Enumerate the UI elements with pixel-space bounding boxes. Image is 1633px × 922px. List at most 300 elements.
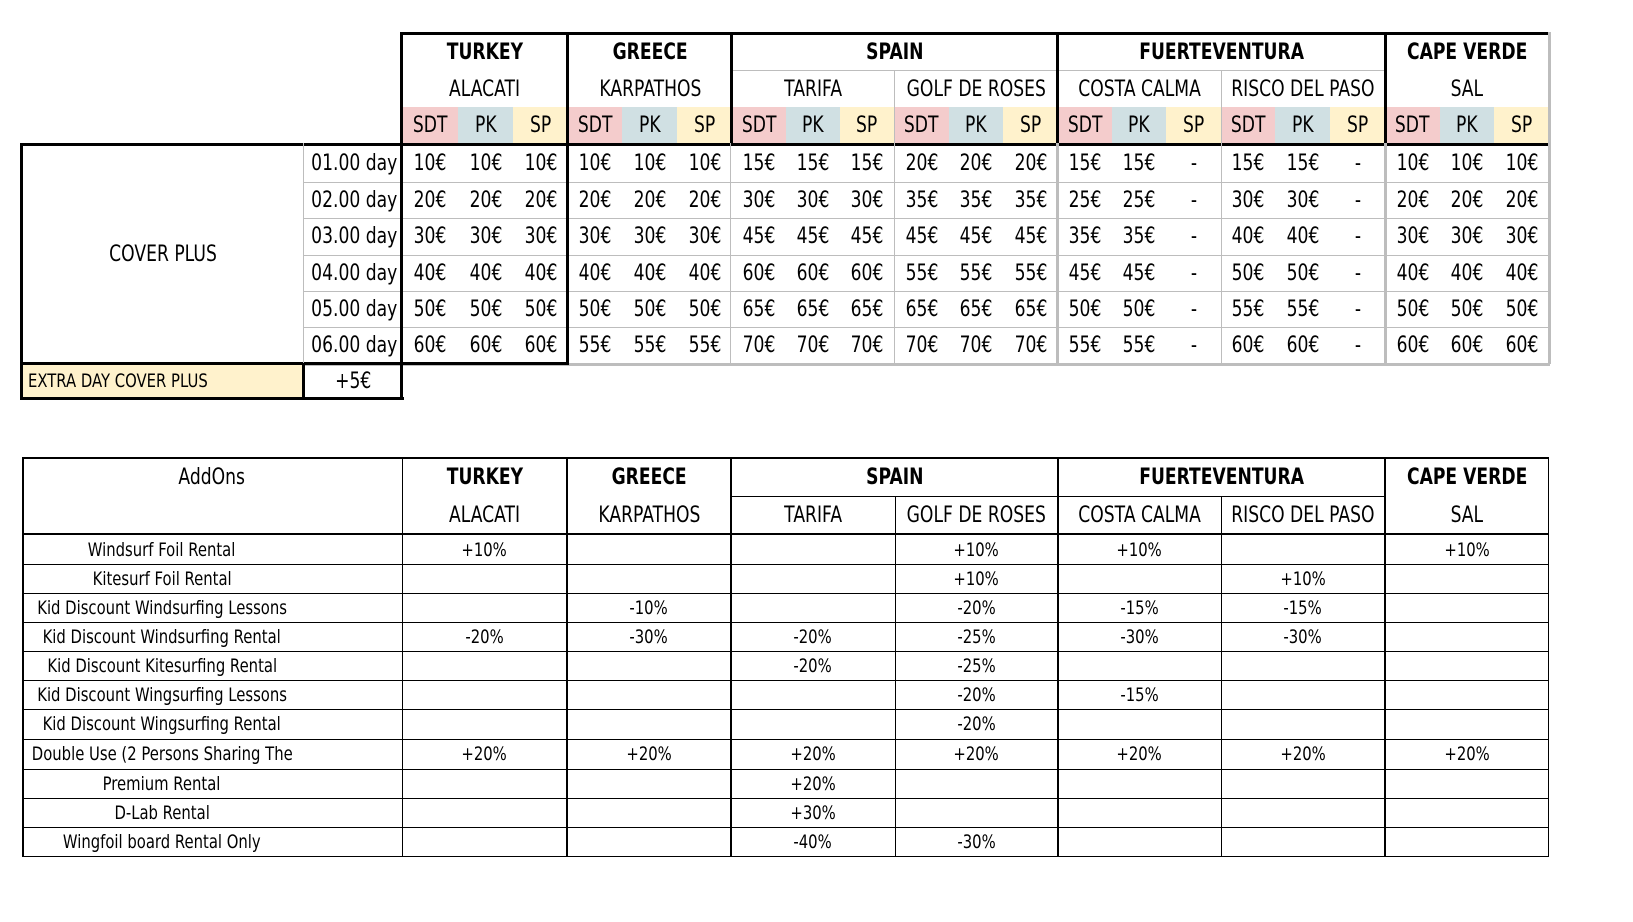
- grid-line: [22, 680, 1549, 681]
- price-cell: [568, 291, 622, 327]
- price-cell: [949, 327, 1003, 363]
- price-cell-text: 35€: [1068, 224, 1102, 249]
- price-cell: [1494, 218, 1549, 255]
- price-cell-text: 10€: [1505, 151, 1538, 176]
- price-cell: [1330, 145, 1385, 182]
- addon-value: [895, 680, 1058, 709]
- addon-value-text: -25%: [957, 625, 996, 648]
- price-cell: [786, 327, 840, 363]
- price-cell: [1385, 327, 1440, 363]
- grid-line: [1548, 457, 1549, 857]
- price-cell: [1275, 182, 1330, 218]
- price-cell: [1221, 218, 1275, 255]
- spot-header-text: RISCO DEL PASO: [1231, 76, 1375, 102]
- package-sp: [513, 107, 568, 144]
- price-cell-text: 40€: [578, 260, 612, 286]
- price-cell-text: 40€: [1505, 260, 1538, 286]
- price-cell: [458, 182, 513, 218]
- addon-value: [1385, 680, 1549, 709]
- country-header: [568, 34, 732, 71]
- price-cell: [732, 218, 786, 255]
- package-sdt: [402, 107, 458, 144]
- addon-value: [1385, 535, 1549, 564]
- price-cell: [402, 182, 458, 218]
- price-cell-text: 60€: [1505, 332, 1538, 358]
- price-cell-text: 55€: [1122, 332, 1156, 358]
- price-cell-text: 50€: [469, 296, 502, 322]
- price-cell: [1112, 145, 1166, 182]
- price-cell-text: 45€: [796, 224, 830, 249]
- price-cell-text: 20€: [578, 187, 612, 213]
- grid-line: [22, 739, 1549, 740]
- price-cell: [622, 182, 677, 218]
- grid-line: [304, 218, 1549, 219]
- price-cell-text: 35€: [1014, 187, 1047, 213]
- spot-header: [732, 71, 894, 107]
- package-sp-text: SP: [1019, 113, 1042, 138]
- package-sdt: [894, 107, 949, 144]
- addon-value: [731, 680, 895, 709]
- addon-value: [1385, 593, 1549, 622]
- day-label-text: 04.00 day: [310, 260, 398, 286]
- price-cell: [622, 255, 677, 291]
- package-sdt: [1058, 107, 1112, 144]
- package-sp-text: SP: [529, 113, 552, 138]
- grid-line: [1056, 32, 1059, 145]
- addon-value: [1221, 798, 1385, 827]
- grid-line: [895, 496, 896, 857]
- price-cell-text: 15€: [850, 151, 884, 176]
- addon-value-text: -20%: [793, 625, 833, 648]
- grid-line: [22, 798, 1549, 799]
- price-cell-text: 70€: [850, 332, 884, 358]
- addons-spot-header: [567, 497, 731, 533]
- day-label-text: 02.00 day: [310, 187, 398, 213]
- price-cell: [568, 255, 622, 291]
- price-cell-text: 50€: [1231, 260, 1265, 286]
- price-cell-text: 15€: [1286, 151, 1319, 176]
- addon-value-text: -30%: [1120, 625, 1159, 648]
- addon-value: [895, 739, 1058, 769]
- addon-value: [1221, 564, 1385, 593]
- addon-value: [402, 769, 567, 798]
- package-sdt: [732, 107, 786, 144]
- grid-line: [22, 769, 1549, 770]
- grid-line: [304, 182, 1549, 183]
- price-cell-text: 15€: [1068, 151, 1102, 176]
- addon-value: [895, 651, 1058, 680]
- country-header-text: TURKEY: [446, 40, 524, 65]
- price-cell: [1112, 182, 1166, 218]
- addon-value-text: -15%: [1120, 596, 1159, 619]
- price-cell: [513, 255, 568, 291]
- price-cell: [1385, 291, 1440, 327]
- day-label: [306, 145, 402, 182]
- price-cell-text: 30€: [578, 224, 612, 249]
- price-cell-text: 70€: [1014, 332, 1047, 358]
- price-cell: [1166, 182, 1221, 218]
- price-cell-text: 50€: [578, 296, 612, 322]
- price-cell-text: 20€: [688, 187, 721, 213]
- grid-line: [400, 362, 569, 365]
- price-cell: [1058, 218, 1112, 255]
- price-cell-text: 45€: [1014, 224, 1047, 249]
- grid-line: [566, 32, 569, 364]
- price-cell: [1275, 255, 1330, 291]
- addon-value-text: +20%: [626, 743, 672, 765]
- price-cell: [1003, 218, 1058, 255]
- day-label: [306, 255, 402, 291]
- price-cell: [1003, 182, 1058, 218]
- price-cell-text: 30€: [688, 224, 721, 249]
- price-cell-text: 30€: [1396, 224, 1429, 249]
- price-cell-text: 55€: [578, 332, 612, 358]
- price-cell: [1221, 255, 1275, 291]
- package-pk-text: PK: [1456, 113, 1478, 138]
- addon-value-text: -30%: [957, 830, 996, 853]
- price-cell-text: 30€: [1231, 187, 1265, 213]
- addon-value: [895, 798, 1058, 827]
- grid-line: [304, 255, 1549, 256]
- addon-value: [895, 622, 1058, 651]
- price-cell: [894, 145, 949, 182]
- grid-line: [732, 70, 1386, 71]
- grid-line: [1057, 457, 1059, 857]
- price-cell: [949, 182, 1003, 218]
- price-cell: [402, 291, 458, 327]
- price-cell-text: 20€: [1396, 187, 1429, 213]
- package-pk: [949, 107, 1003, 144]
- price-cell: [513, 291, 568, 327]
- addons-country-header: [567, 459, 731, 496]
- price-cell-text: 60€: [1396, 332, 1429, 358]
- price-cell-text: -: [1190, 260, 1197, 286]
- price-cell-text: 35€: [959, 187, 993, 213]
- price-cell: [1112, 291, 1166, 327]
- addon-label-text: Double Use (2 Persons Sharing The: [31, 743, 293, 765]
- addon-value: [1058, 709, 1221, 739]
- addon-value-text: +10%: [953, 567, 1000, 590]
- price-cell-text: 20€: [413, 187, 447, 213]
- price-cell-text: 25€: [1122, 187, 1156, 213]
- price-cell-text: 15€: [742, 151, 776, 176]
- addon-value: [402, 827, 567, 856]
- addon-value: [1385, 709, 1549, 739]
- price-cell: [622, 218, 677, 255]
- price-cell-text: 60€: [850, 260, 884, 286]
- price-cell: [1275, 291, 1330, 327]
- price-cell-text: -: [1354, 296, 1361, 322]
- price-cell: [840, 145, 894, 182]
- day-label-text: 06.00 day: [310, 332, 398, 358]
- addon-value: [1385, 651, 1549, 680]
- price-cell-text: 45€: [905, 224, 938, 249]
- price-cell-text: 65€: [1014, 296, 1047, 322]
- price-cell-text: 10€: [524, 151, 557, 176]
- addon-value: [1058, 651, 1221, 680]
- grid-line: [1384, 32, 1387, 145]
- addon-value: [731, 535, 895, 564]
- country-header-text: SPAIN: [866, 40, 924, 65]
- package-sp-text: SP: [856, 113, 878, 138]
- grid-line: [22, 709, 1549, 710]
- price-cell: [1440, 182, 1494, 218]
- price-cell-text: 40€: [1450, 260, 1484, 286]
- package-sdt-text: SDT: [1230, 113, 1266, 138]
- addon-value: [731, 769, 895, 798]
- country-header: [732, 34, 1058, 71]
- addon-value: [402, 798, 567, 827]
- price-cell-text: 40€: [1396, 260, 1429, 286]
- addon-value-text: -20%: [465, 625, 504, 648]
- price-cell: [458, 255, 513, 291]
- price-cell-text: 20€: [524, 187, 557, 213]
- price-cell-text: 40€: [1286, 224, 1319, 249]
- spot-header-text: TARIFA: [784, 76, 842, 102]
- price-cell: [1003, 145, 1058, 182]
- package-pk: [1275, 107, 1330, 144]
- grid-line: [730, 457, 732, 857]
- day-label: [306, 218, 402, 255]
- spot-header: [1058, 71, 1221, 107]
- price-cell: [1275, 327, 1330, 363]
- price-cell-text: 50€: [413, 296, 447, 322]
- price-cell: [1494, 255, 1549, 291]
- price-cell: [894, 291, 949, 327]
- price-cell-text: 10€: [578, 151, 612, 176]
- price-cell: [1385, 182, 1440, 218]
- addon-value-text: +20%: [953, 743, 1000, 765]
- addon-value: [1221, 651, 1385, 680]
- addon-label-text: Kid Discount Wingsurfing Rental: [42, 713, 282, 735]
- price-cell: [402, 145, 458, 182]
- package-sp-text: SP: [1182, 113, 1205, 138]
- grid-line: [22, 827, 1549, 828]
- price-cell: [1003, 291, 1058, 327]
- price-cell-text: 55€: [959, 260, 993, 286]
- price-cell: [1330, 182, 1385, 218]
- price-cell: [1112, 327, 1166, 363]
- package-sdt: [568, 107, 622, 144]
- package-sp: [1330, 107, 1385, 144]
- addon-value: [1221, 622, 1385, 651]
- package-sdt-text: SDT: [904, 113, 939, 138]
- addon-value: [402, 651, 567, 680]
- price-cell: [1058, 255, 1112, 291]
- price-cell-text: 50€: [1122, 296, 1156, 322]
- addon-value: [402, 709, 567, 739]
- price-cell-text: 40€: [469, 260, 502, 286]
- price-cell-text: 10€: [469, 151, 502, 176]
- price-cell-text: 55€: [1014, 260, 1047, 286]
- price-cell-text: 20€: [469, 187, 502, 213]
- addon-value-text: -40%: [793, 830, 833, 853]
- grid-line: [400, 143, 403, 399]
- addon-value: [1385, 564, 1549, 593]
- addon-value: [1058, 564, 1221, 593]
- price-cell-text: 60€: [796, 260, 830, 286]
- price-cell: [677, 291, 732, 327]
- price-cell-text: 30€: [1450, 224, 1484, 249]
- grid-line: [22, 457, 24, 857]
- addons-spot-header-text: KARPATHOS: [597, 502, 701, 528]
- addon-value: [895, 593, 1058, 622]
- price-cell-text: 40€: [524, 260, 557, 286]
- grid-line: [566, 457, 568, 857]
- price-cell: [840, 182, 894, 218]
- addons-spot-header-text: RISCO DEL PASO: [1231, 502, 1375, 528]
- price-cell-text: 30€: [633, 224, 666, 249]
- price-cell: [894, 255, 949, 291]
- extra-day-label-box: [23, 364, 304, 398]
- price-cell: [1166, 255, 1221, 291]
- addons-spot-header: [895, 497, 1058, 533]
- addon-value-text: +30%: [790, 801, 836, 824]
- addon-value: [402, 739, 567, 769]
- addons-spot-header-text: ALACATI: [448, 502, 521, 528]
- addon-value: [1221, 680, 1385, 709]
- addon-value: [1385, 827, 1549, 856]
- addon-value-text: -15%: [1120, 683, 1159, 706]
- package-sp: [840, 107, 894, 144]
- addons-spot-header: [1221, 497, 1385, 533]
- grid-line: [1548, 32, 1551, 364]
- price-cell: [458, 291, 513, 327]
- price-cell: [1003, 327, 1058, 363]
- price-cell: [1440, 218, 1494, 255]
- price-cell: [677, 218, 732, 255]
- addon-value-text: +20%: [1116, 743, 1163, 765]
- package-sp: [1494, 107, 1549, 144]
- price-cell-text: 30€: [742, 187, 776, 213]
- price-cell-text: 65€: [850, 296, 884, 322]
- addon-value-text: +20%: [790, 743, 836, 765]
- addon-value: [731, 739, 895, 769]
- price-cell: [949, 145, 1003, 182]
- price-cell-text: 55€: [633, 332, 666, 358]
- grid-line: [22, 533, 1549, 535]
- price-cell-text: 15€: [1122, 151, 1156, 176]
- price-cell-text: -: [1354, 187, 1361, 213]
- price-cell: [1330, 291, 1385, 327]
- grid-line: [304, 327, 1549, 328]
- price-cell-text: 50€: [633, 296, 666, 322]
- price-cell-text: 20€: [959, 151, 993, 176]
- price-cell-text: 30€: [469, 224, 502, 249]
- package-sdt-text: SDT: [412, 113, 448, 138]
- addon-value: [895, 827, 1058, 856]
- package-pk-text: PK: [802, 113, 824, 138]
- price-cell: [1003, 255, 1058, 291]
- addon-label: [22, 709, 302, 739]
- package-sdt: [1221, 107, 1275, 144]
- price-cell: [402, 255, 458, 291]
- addon-label-text: Kid Discount Windsurfing Rental: [42, 625, 282, 648]
- spot-header: [568, 71, 732, 107]
- price-cell: [786, 145, 840, 182]
- price-cell-text: -: [1190, 224, 1197, 249]
- grid-line: [303, 143, 304, 399]
- price-cell: [513, 182, 568, 218]
- price-cell: [677, 255, 732, 291]
- package-sdt-text: SDT: [577, 113, 613, 138]
- price-cell: [1440, 291, 1494, 327]
- grid-line: [730, 143, 731, 364]
- addon-value: [567, 593, 731, 622]
- grid-line: [22, 622, 1549, 623]
- addon-value: [567, 535, 731, 564]
- spot-header: [1221, 71, 1385, 107]
- price-cell: [786, 291, 840, 327]
- spot-header-text: GOLF DE ROSES: [906, 76, 1046, 102]
- price-cell-text: -: [1190, 296, 1197, 322]
- price-cell-text: 50€: [1505, 296, 1538, 322]
- addons-spot-header-text: SAL: [1450, 502, 1484, 528]
- addon-value: [567, 622, 731, 651]
- addon-value: [1058, 680, 1221, 709]
- price-cell: [732, 291, 786, 327]
- package-pk-text: PK: [1128, 113, 1150, 138]
- price-cell-text: 55€: [1286, 296, 1319, 322]
- price-cell: [732, 327, 786, 363]
- day-label-text: 01.00 day: [310, 151, 398, 176]
- addon-value: [1058, 535, 1221, 564]
- day-label-text: 03.00 day: [310, 224, 398, 249]
- addon-label: [22, 622, 302, 651]
- addon-value: [567, 827, 731, 856]
- price-cell-text: 30€: [850, 187, 884, 213]
- addon-value: [1058, 622, 1221, 651]
- price-cell-text: 20€: [905, 151, 938, 176]
- package-pk: [786, 107, 840, 144]
- package-pk: [1440, 107, 1494, 144]
- price-cell: [1330, 327, 1385, 363]
- price-cell: [1058, 291, 1112, 327]
- addons-spot-header: [402, 497, 567, 533]
- price-cell-text: 30€: [1505, 224, 1538, 249]
- extra-day-value: [304, 364, 402, 398]
- price-cell-text: 30€: [1286, 187, 1319, 213]
- price-cell: [1221, 182, 1275, 218]
- price-cell-text: 65€: [796, 296, 830, 322]
- price-cell: [1058, 182, 1112, 218]
- price-cell: [1058, 327, 1112, 363]
- addon-value: [895, 564, 1058, 593]
- addon-label: [22, 798, 302, 827]
- price-cell: [1330, 218, 1385, 255]
- grid-line: [400, 32, 403, 145]
- package-pk: [622, 107, 677, 144]
- grid-line: [22, 856, 1549, 857]
- price-cell: [1221, 145, 1275, 182]
- price-cell-text: 55€: [1068, 332, 1102, 358]
- addons-country-header-text: SPAIN: [865, 465, 924, 490]
- addons-spot-header: [731, 497, 895, 533]
- addon-value: [1221, 593, 1385, 622]
- price-cell-text: 45€: [1122, 260, 1156, 286]
- country-header-text: GREECE: [612, 40, 688, 65]
- price-cell-text: 50€: [1068, 296, 1102, 322]
- addons-country-header-text: FUERTEVENTURA: [1139, 465, 1304, 490]
- addon-value-text: +20%: [461, 743, 508, 765]
- country-header: [1385, 34, 1549, 71]
- package-sp-text: SP: [1510, 113, 1533, 138]
- price-cell-text: 40€: [688, 260, 721, 286]
- price-cell: [1385, 255, 1440, 291]
- day-label: [306, 291, 402, 327]
- package-sp: [1003, 107, 1058, 144]
- grid-line: [894, 71, 895, 364]
